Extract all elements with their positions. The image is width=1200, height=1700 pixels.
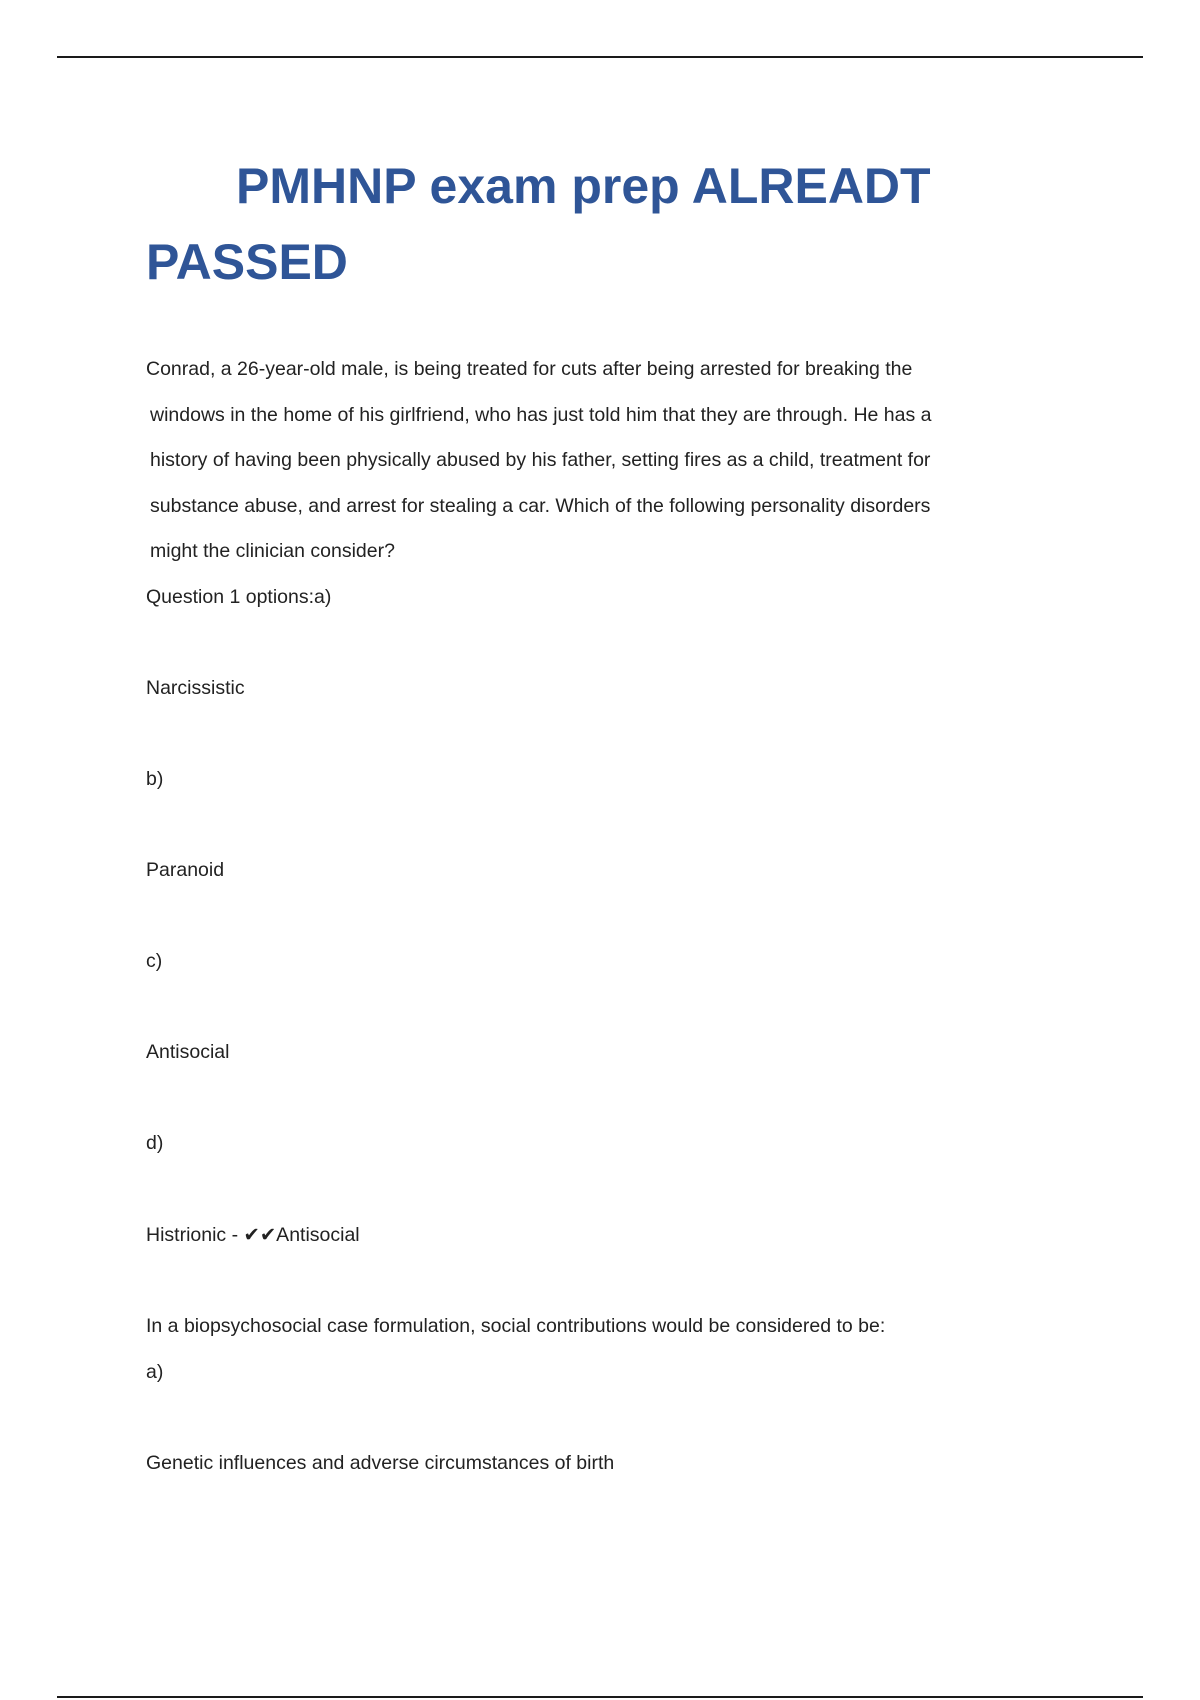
document-title: PMHNP exam prep ALREADT PASSED [146,158,931,290]
question1-stem-line-5: might the clinician consider? [150,540,395,562]
question1-stem-line-4: substance abuse, and arrest for stealing a car. Which of the following personality disorders [150,495,931,517]
question1-stem-line-2: windows in the home of his girlfriend, who has just told him that they are through. He has a [150,404,932,426]
question1-stem-line-3: history of having been physically abused by his father, setting fires as a child, treatment for [150,449,931,471]
question1-option-a: Narcissistic [146,677,245,699]
bottom-rule [57,1696,1143,1698]
question1-label-d: d) [146,1132,164,1154]
question2-option-a: Genetic influences and adverse circumstances of birth [146,1452,615,1474]
question2-stem: In a biopsychosocial case formulation, social contributions would be considered to be: [146,1315,886,1337]
question1-option-c: Antisocial [146,1041,230,1063]
top-rule [57,56,1143,58]
question1-options-header: Question 1 options:a) [146,586,332,608]
question1-label-c: c) [146,950,163,972]
question2-label-a: a) [146,1361,164,1383]
question1-option-b: Paranoid [146,859,225,881]
question1-stem-line-1: Conrad, a 26-year-old male, is being treated for cuts after being arrested for breaking the [146,358,913,380]
question1-label-b: b) [146,768,164,790]
question1-option-d-answer: Histrionic - ✔✔Antisocial [146,1224,360,1246]
